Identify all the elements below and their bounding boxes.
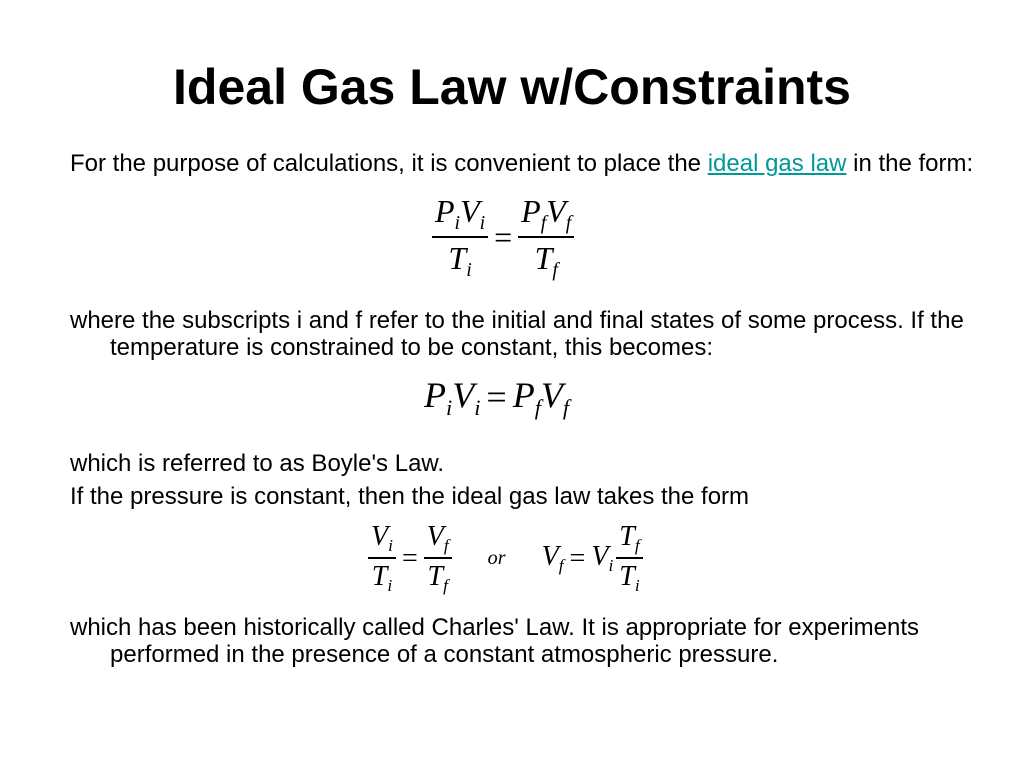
final-fraction: $\frac{P_fV_f}{T_f}$ [518,193,574,282]
tf-over-ti: $\frac{T_f}{T_i}$ [616,521,642,596]
slide-title: Ideal Gas Law w/Constraints [173,59,851,115]
charles-law-paragraph: which has been historically called Charles' Law. It is appropriate for experiments performed in the presence of a constant atmospheric pressure. [70,614,919,668]
equals-sign: = [486,377,507,418]
intro-paragraph [70,150,990,177]
equals-sign: = [494,218,513,255]
vf-over-tf: $\frac{V_f}{T_f}$ [424,521,452,596]
or-word: or [487,547,506,570]
charles-law-equation: $\frac{V_i}{T_i}$ = $\frac{V_f}{T_f}$ or $V_f$ = $V_i$ $\frac{T_f}{T_i}$ [368,521,643,596]
vi-over-ti: $\frac{V_i}{T_i}$ [368,521,396,596]
equals-sign: = [569,542,586,574]
equals-sign: = [401,542,418,574]
pressure-constant-paragraph: If the pressure is constant, then the ideal gas law takes the form [70,483,750,510]
subscripts-paragraph: where the subscripts i and f refer to the initial and final states of some process. If the temperature is constrained to be constant, this becomes: [70,307,964,361]
boyles-law-equation: $P_iV_i$ = $P_fV_f$ [424,375,570,420]
combined-gas-equation [432,193,574,282]
intro-text-after-link: in the form: [846,150,974,177]
ideal-gas-law-link[interactable]: ideal gas law [707,150,847,177]
boyles-law-paragraph: which is referred to as Boyle's Law. [70,450,445,477]
intro-text-before-link: For the purpose of calculations, it is convenient to place the [70,150,708,177]
initial-fraction: $\frac{P_iV_i}{T_i}$ [432,193,488,282]
